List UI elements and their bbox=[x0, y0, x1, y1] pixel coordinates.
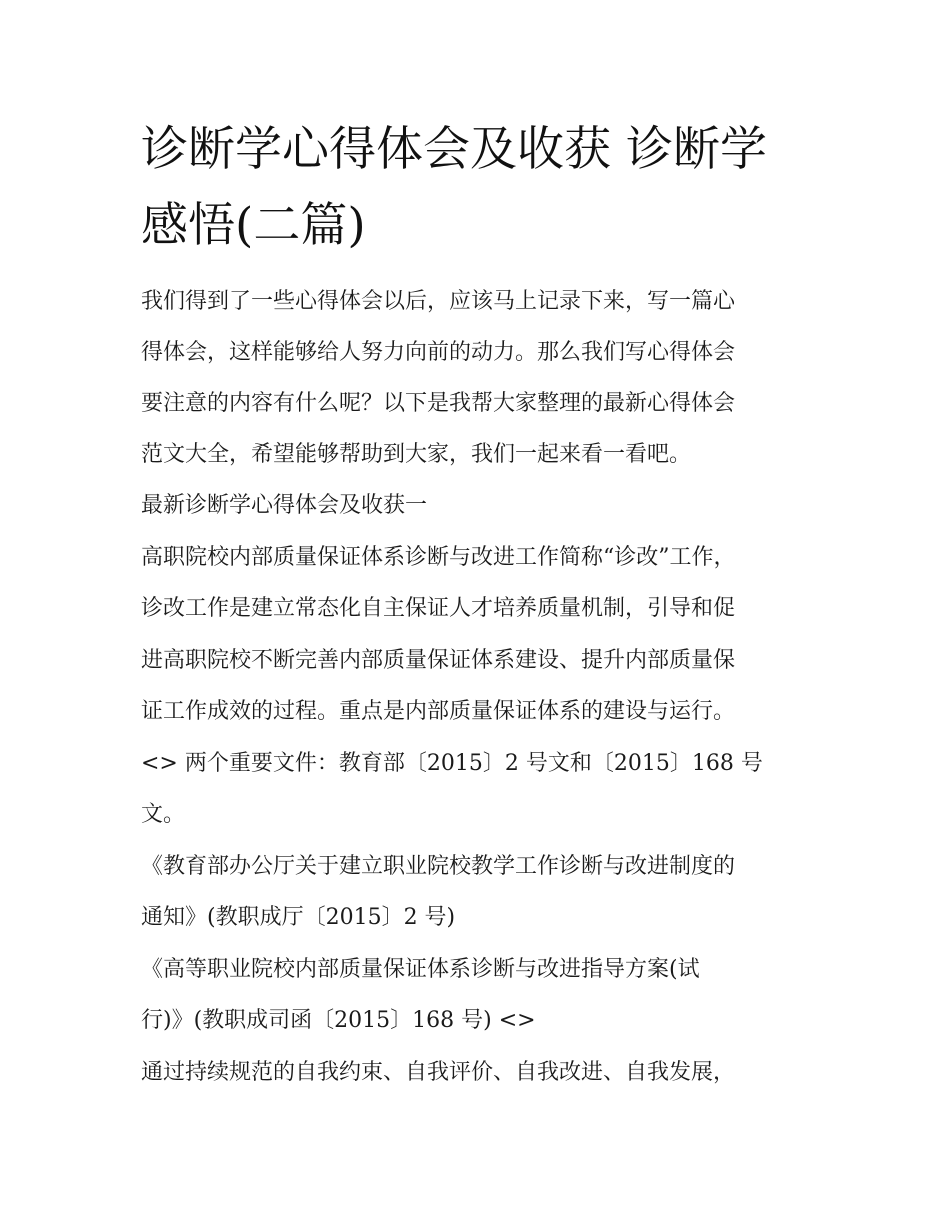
body-paragraph bbox=[141, 1047, 821, 1099]
text-line: <> 两个重要文件：教育部〔2015〕2 号文和〔2015〕168 号 bbox=[141, 750, 763, 776]
text-line: 行)》(教职成司函〔2015〕168 号) <> bbox=[141, 1008, 536, 1033]
body-paragraph bbox=[141, 532, 821, 738]
body-paragraph bbox=[141, 841, 821, 944]
document-title bbox=[141, 112, 821, 264]
text-line: 进高职院校不断完善内部质量保证体系建设、提升内部质量保 bbox=[141, 647, 736, 673]
body-paragraph bbox=[141, 944, 821, 1047]
text-line: 得体会，这样能够给人努力向前的动力。那么我们写心得体会 bbox=[141, 340, 736, 365]
title-line: 感悟(二篇) bbox=[141, 198, 366, 253]
document-body bbox=[141, 112, 821, 1098]
text-line: 要注意的内容有什么呢？以下是我帮大家整理的最新心得体会 bbox=[141, 391, 736, 416]
title-line: 诊断学心得体会及收获 诊断学 bbox=[141, 122, 767, 177]
section-heading bbox=[141, 480, 821, 532]
body-paragraph bbox=[141, 738, 821, 841]
text-line: 证工作成效的过程。重点是内部质量保证体系的建设与运行。 bbox=[141, 699, 736, 724]
text-line: 文。 bbox=[141, 802, 186, 827]
text-line: 《高等职业院校内部质量保证体系诊断与改进指导方案(试 bbox=[141, 956, 700, 982]
text-line: 通知》(教职成厅〔2015〕2 号) bbox=[141, 905, 456, 930]
text-line: 我们得到了一些心得体会以后，应该马上记录下来，写一篇心 bbox=[141, 289, 736, 314]
text-line: 高职院校内部质量保证体系诊断与改进工作简称“诊改”工作， bbox=[141, 544, 736, 570]
text-line: 最新诊断学心得体会及收获一 bbox=[141, 493, 428, 518]
text-line: 通过持续规范的自我约束、自我评价、自我改进、自我发展， bbox=[141, 1059, 736, 1085]
text-line: 诊改工作是建立常态化自主保证人才培养质量机制，引导和促 bbox=[141, 596, 736, 621]
text-line: 范文大全，希望能够帮助到大家，我们一起来看一看吧。 bbox=[141, 442, 692, 467]
intro-paragraph bbox=[141, 276, 821, 480]
text-line: 《教育部办公厅关于建立职业院校教学工作诊断与改进制度的 bbox=[141, 853, 736, 879]
